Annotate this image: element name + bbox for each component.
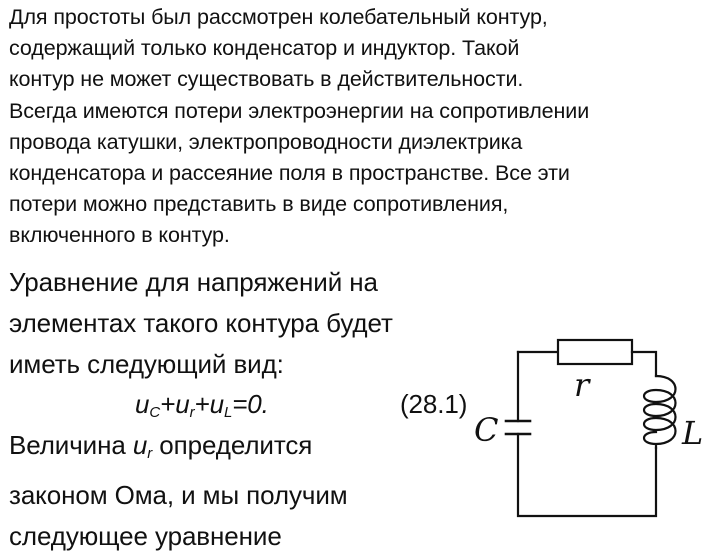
text-line: законом Ома, и мы получим — [9, 479, 348, 510]
eq-var: u — [135, 389, 150, 420]
inline-variable — [132, 430, 153, 463]
rlc-circuit-diagram — [470, 318, 710, 533]
eq-rhs: =0. — [232, 389, 269, 420]
inline-var-letter: u — [132, 430, 148, 461]
text-line: иметь следующий вид: — [9, 348, 284, 379]
text-line: потери можно представить в виде сопротивления, — [9, 192, 509, 217]
text-line: элементах такого контура будет — [9, 307, 393, 338]
eq-var: u — [175, 389, 190, 420]
text-fragment: определится — [152, 430, 313, 461]
equation-paragraph — [9, 262, 479, 557]
text-line: следующее уравнение — [9, 520, 282, 551]
text-line: контур не может существовать в действительности. — [9, 67, 524, 92]
eq-subscript: r — [189, 404, 195, 422]
text-line: провода катушки, электропроводности диэлектрика — [9, 129, 523, 154]
eq-var: u — [209, 389, 224, 420]
intro-paragraph — [9, 2, 714, 252]
capacitor-label: C — [474, 411, 499, 449]
eq-operator: + — [160, 389, 176, 420]
text-line: Для простоты был рассмотрен колебательный контур, — [9, 5, 548, 29]
inductor-label: L — [682, 414, 704, 452]
eq-subscript: C — [149, 404, 161, 422]
text-line: включенного в контур. — [9, 223, 230, 248]
text-line: конденсатора и рассеяние поля в пространстве. Все эти — [9, 161, 570, 186]
resistor-symbol — [558, 340, 632, 364]
text-line: Уравнение для напряжений на — [9, 267, 378, 297]
text-fragment: Величина — [9, 430, 133, 461]
wire-top-right — [632, 352, 656, 376]
resistor-label: r — [574, 366, 590, 404]
eq-operator: + — [194, 389, 210, 420]
wire-bottom — [518, 434, 656, 516]
eq-subscript: L — [223, 404, 233, 422]
text-line: содержащий только конденсатор и индуктор. Такой — [9, 36, 520, 61]
inline-var-subscript: r — [147, 445, 153, 463]
inductor-symbol — [644, 376, 676, 448]
text-line: Всегда имеются потери электроэнергии на сопротивлении — [9, 98, 590, 123]
voltage-equation — [135, 384, 269, 434]
equation-number: (28.1) — [400, 389, 468, 420]
capacitor-symbol — [506, 421, 530, 434]
equation-line — [9, 384, 479, 425]
